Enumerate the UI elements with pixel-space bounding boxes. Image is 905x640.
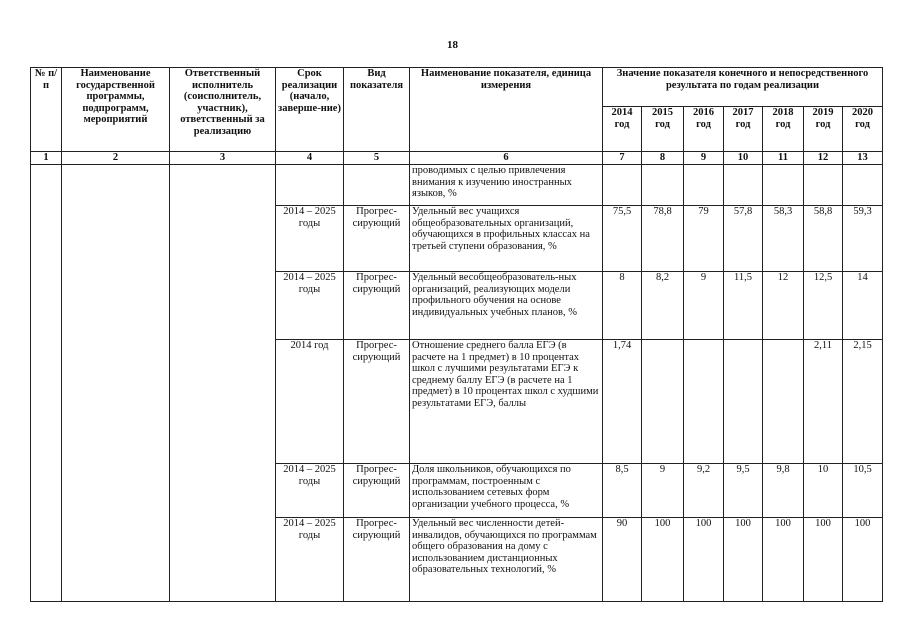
value-cell: 8,5 — [603, 464, 642, 518]
value-cell: 10 — [804, 464, 843, 518]
value-cell: 58,8 — [804, 206, 843, 272]
program-cell — [62, 165, 170, 602]
header-type: Вид показателя — [344, 68, 410, 152]
value-cell: 2,11 — [804, 340, 843, 464]
value-cell: 100 — [724, 518, 763, 602]
indicators-table — [30, 67, 883, 602]
column-number: 6 — [410, 152, 603, 165]
value-cell: 9,8 — [763, 464, 804, 518]
value-cell: 2,15 — [843, 340, 883, 464]
value-cell: 100 — [763, 518, 804, 602]
period-cell: 2014 – 2025 годы — [276, 464, 344, 518]
type-cell — [344, 165, 410, 206]
column-number: 11 — [763, 152, 804, 165]
value-cell — [843, 165, 883, 206]
column-number: 9 — [684, 152, 724, 165]
header-year: 2020 год — [843, 107, 883, 152]
header-year: 2017 год — [724, 107, 763, 152]
period-cell: 2014 год — [276, 340, 344, 464]
value-cell: 9 — [684, 272, 724, 340]
value-cell — [763, 340, 804, 464]
page-number: 18 — [447, 39, 458, 51]
column-number: 3 — [170, 152, 276, 165]
period-cell: 2014 – 2025 годы — [276, 518, 344, 602]
value-cell: 58,3 — [763, 206, 804, 272]
value-cell — [724, 340, 763, 464]
indicator-cell: Удельный весобщеобразователь-ных организаций, реализующих модели профильного обучения на основе индивидуальных учебных планов, % — [410, 272, 603, 340]
value-cell: 9,5 — [724, 464, 763, 518]
indicator-cell: Отношение среднего балла ЕГЭ (в расчете на 1 предмет) в 10 процентах школ с лучшими результатами ЕГЭ к среднему баллу ЕГЭ (в расчете на 1 предмет) в 10 процентах школ с худшими результатами ЕГЭ, баллы — [410, 340, 603, 464]
header-indicator: Наименование показателя, единица измерения — [410, 68, 603, 152]
indicator-cell: проводимых с целью привлечения внимания к изучению иностранных языков, % — [410, 165, 603, 206]
type-cell: Прогрес-сирующий — [344, 518, 410, 602]
value-cell: 100 — [684, 518, 724, 602]
header-year: 2015 год — [642, 107, 684, 152]
indicator-cell: Доля школьников, обучающихся по программам, построенным с использованием сетевых форм организации учебного процесса, % — [410, 464, 603, 518]
period-cell — [276, 165, 344, 206]
column-number: 12 — [804, 152, 843, 165]
value-cell: 100 — [843, 518, 883, 602]
column-number: 13 — [843, 152, 883, 165]
header-year: 2019 год — [804, 107, 843, 152]
header-year: 2016 год — [684, 107, 724, 152]
header-period: Срок реализации (начало, заверше-ние) — [276, 68, 344, 152]
header-executor: Ответственный исполнитель (соисполнитель, участник), ответственный за реализацию — [170, 68, 276, 152]
period-cell: 2014 – 2025 годы — [276, 272, 344, 340]
value-cell — [642, 165, 684, 206]
column-number: 5 — [344, 152, 410, 165]
header-values-group: Значение показателя конечного и непосредственного результата по годам реализации — [603, 68, 883, 107]
value-cell — [684, 165, 724, 206]
column-number: 2 — [62, 152, 170, 165]
header-year: 2014 год — [603, 107, 642, 152]
type-cell: Прогрес-сирующий — [344, 464, 410, 518]
value-cell: 11,5 — [724, 272, 763, 340]
value-cell — [642, 340, 684, 464]
executor-cell — [170, 165, 276, 602]
value-cell: 100 — [642, 518, 684, 602]
column-number: 7 — [603, 152, 642, 165]
value-cell: 100 — [804, 518, 843, 602]
type-cell: Прогрес-сирующий — [344, 340, 410, 464]
value-cell — [724, 165, 763, 206]
num-cell — [31, 165, 62, 602]
type-cell: Прогрес-сирующий — [344, 272, 410, 340]
value-cell: 12,5 — [804, 272, 843, 340]
value-cell: 9 — [642, 464, 684, 518]
indicator-cell: Удельный вес численности детей-инвалидов, обучающихся по программам общего образования на дому с использованием дистанционных образовательных технологий, % — [410, 518, 603, 602]
value-cell: 79 — [684, 206, 724, 272]
value-cell: 75,5 — [603, 206, 642, 272]
value-cell — [763, 165, 804, 206]
column-number: 10 — [724, 152, 763, 165]
indicator-cell: Удельный вес учащихся общеобразовательных организаций, обучающихся в профильных классах на третьей ступени образования, % — [410, 206, 603, 272]
table-row — [31, 165, 883, 206]
value-cell: 90 — [603, 518, 642, 602]
value-cell: 1,74 — [603, 340, 642, 464]
value-cell: 59,3 — [843, 206, 883, 272]
column-number: 8 — [642, 152, 684, 165]
value-cell — [684, 340, 724, 464]
value-cell: 8 — [603, 272, 642, 340]
value-cell: 57,8 — [724, 206, 763, 272]
column-number: 4 — [276, 152, 344, 165]
column-number: 1 — [31, 152, 62, 165]
value-cell: 9,2 — [684, 464, 724, 518]
value-cell: 12 — [763, 272, 804, 340]
value-cell — [603, 165, 642, 206]
header-program: Наименование государственной программы, подпрограмм, мероприятий — [62, 68, 170, 152]
type-cell: Прогрес-сирующий — [344, 206, 410, 272]
value-cell: 10,5 — [843, 464, 883, 518]
value-cell: 14 — [843, 272, 883, 340]
value-cell: 8,2 — [642, 272, 684, 340]
value-cell: 78,8 — [642, 206, 684, 272]
value-cell — [804, 165, 843, 206]
header-num: № п/п — [31, 68, 62, 152]
period-cell: 2014 – 2025 годы — [276, 206, 344, 272]
header-year: 2018 год — [763, 107, 804, 152]
